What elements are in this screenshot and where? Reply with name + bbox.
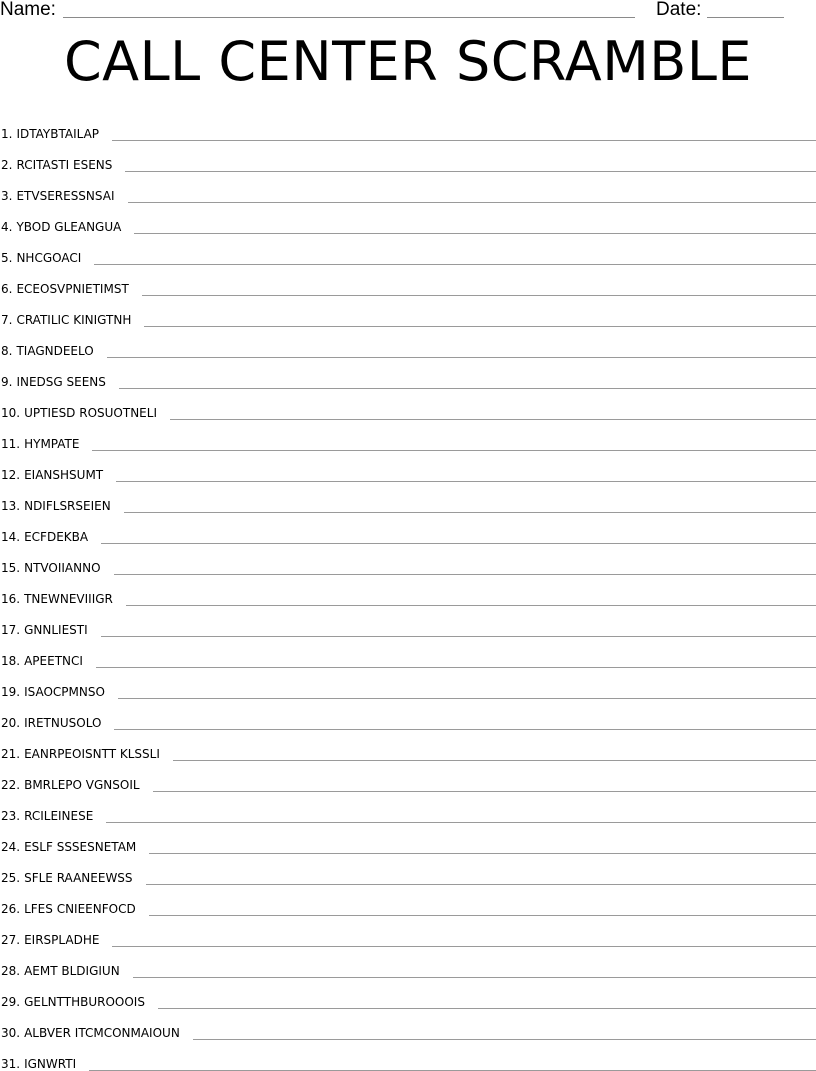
scrambled-word: CRATILIC KINIGTNH: [12, 313, 131, 327]
list-item: [0, 482, 816, 513]
answer-line[interactable]: [118, 698, 816, 699]
scrambled-word: ALBVER ITCMCONMAIOUN: [20, 1026, 180, 1040]
answer-line[interactable]: [92, 450, 816, 451]
answer-line[interactable]: [116, 481, 816, 482]
answer-line[interactable]: [158, 1008, 816, 1009]
answer-line[interactable]: [94, 264, 816, 265]
scrambled-word: BMRLEPO VGNSOIL: [20, 778, 139, 792]
list-item: [0, 761, 816, 792]
item-number: 27.: [0, 933, 20, 947]
scrambled-word: UPTIESD ROSUOTNELI: [20, 406, 157, 420]
answer-line[interactable]: [126, 605, 816, 606]
item-number: 29.: [0, 995, 20, 1009]
scrambled-word: TNEWNEVIIIGR: [20, 592, 113, 606]
answer-line[interactable]: [149, 915, 816, 916]
answer-line[interactable]: [112, 946, 816, 947]
scrambled-word: YBOD GLEANGUA: [12, 220, 121, 234]
item-number: 6.: [0, 282, 12, 296]
scrambled-word: EIANSHSUMT: [20, 468, 103, 482]
answer-line[interactable]: [153, 791, 816, 792]
list-item: [0, 203, 816, 234]
list-item: [0, 234, 816, 265]
item-number: 26.: [0, 902, 20, 916]
item-number: 3.: [0, 189, 12, 203]
list-item: [0, 172, 816, 203]
list-item: [0, 947, 816, 978]
scrambled-word: ETVSERESSNSAI: [12, 189, 114, 203]
scrambled-word: APEETNCI: [20, 654, 83, 668]
scrambled-word: NHCGOACI: [12, 251, 81, 265]
item-number: 21.: [0, 747, 20, 761]
answer-line[interactable]: [146, 884, 816, 885]
list-item: [0, 327, 816, 358]
scrambled-word: IDTAYBTAILAP: [12, 127, 99, 141]
answer-line[interactable]: [149, 853, 816, 854]
answer-line[interactable]: [101, 543, 816, 544]
scrambled-word: ISAOCPMNSO: [20, 685, 105, 699]
scrambled-word: SFLE RAANEEWSS: [20, 871, 132, 885]
item-number: 12.: [0, 468, 20, 482]
list-item: [0, 110, 816, 141]
item-number: 15.: [0, 561, 20, 575]
list-item: [0, 916, 816, 947]
list-item: [0, 296, 816, 327]
item-number: 31.: [0, 1057, 20, 1071]
item-number: 20.: [0, 716, 20, 730]
scrambled-word: HYMPATE: [20, 437, 79, 451]
item-number: 4.: [0, 220, 12, 234]
answer-line[interactable]: [107, 357, 816, 358]
list-item: [0, 637, 816, 668]
scrambled-word: EANRPEOISNTT KLSSLI: [20, 747, 160, 761]
scrambled-word: LFES CNIEENFOCD: [20, 902, 136, 916]
answer-line[interactable]: [142, 295, 816, 296]
item-number: 17.: [0, 623, 20, 637]
date-label: Date:: [656, 0, 701, 20]
scramble-list: [0, 110, 816, 1071]
answer-line[interactable]: [170, 419, 816, 420]
scrambled-word: ESLF SSSESNETAM: [20, 840, 136, 854]
answer-line[interactable]: [173, 760, 816, 761]
scrambled-word: GNNLIESTI: [20, 623, 88, 637]
item-number: 25.: [0, 871, 20, 885]
list-item: [0, 451, 816, 482]
answer-line[interactable]: [128, 202, 816, 203]
scrambled-word: INEDSG SEENS: [12, 375, 105, 389]
answer-line[interactable]: [124, 512, 816, 513]
scrambled-word: TIAGNDEELO: [12, 344, 93, 358]
answer-line[interactable]: [114, 574, 816, 575]
scrambled-word: RCITASTI ESENS: [12, 158, 112, 172]
list-item: [0, 606, 816, 637]
answer-line[interactable]: [106, 822, 816, 823]
answer-line[interactable]: [119, 388, 816, 389]
list-item: [0, 730, 816, 761]
list-item: [0, 358, 816, 389]
list-item: [0, 575, 816, 606]
list-item: [0, 978, 816, 1009]
scrambled-word: ECEOSVPNIETIMST: [12, 282, 128, 296]
list-item: [0, 389, 816, 420]
answer-line[interactable]: [144, 326, 816, 327]
scrambled-word: EIRSPLADHE: [20, 933, 99, 947]
list-item: [0, 823, 816, 854]
list-item: [0, 1009, 816, 1040]
scrambled-word: IRETNUSOLO: [20, 716, 101, 730]
list-item: [0, 141, 816, 172]
answer-line[interactable]: [112, 140, 816, 141]
item-number: 10.: [0, 406, 20, 420]
answer-line[interactable]: [96, 667, 816, 668]
item-number: 8.: [0, 344, 12, 358]
scrambled-word: RCILEINESE: [20, 809, 93, 823]
item-number: 16.: [0, 592, 20, 606]
scrambled-word: ECFDEKBA: [20, 530, 88, 544]
list-item: [0, 699, 816, 730]
answer-line[interactable]: [193, 1039, 816, 1040]
item-number: 22.: [0, 778, 20, 792]
item-number: 5.: [0, 251, 12, 265]
list-item: [0, 792, 816, 823]
item-number: 7.: [0, 313, 12, 327]
list-item: [0, 544, 816, 575]
item-number: 9.: [0, 375, 12, 389]
item-number: 2.: [0, 158, 12, 172]
list-item: [0, 885, 816, 916]
list-item: [0, 668, 816, 699]
answer-line[interactable]: [101, 636, 816, 637]
list-item: [0, 420, 816, 451]
page-title: CALL CENTER SCRAMBLE: [0, 31, 816, 93]
item-number: 18.: [0, 654, 20, 668]
item-number: 13.: [0, 499, 20, 513]
item-number: 24.: [0, 840, 20, 854]
scrambled-word: NDIFLSRSEIEN: [20, 499, 111, 513]
item-number: 14.: [0, 530, 20, 544]
date-field[interactable]: [707, 17, 784, 18]
list-item: [0, 854, 816, 885]
list-item: [0, 513, 816, 544]
scrambled-word: GELNTTHBUROOOIS: [20, 995, 145, 1009]
item-number: 11.: [0, 437, 20, 451]
list-item: [0, 265, 816, 296]
answer-line[interactable]: [134, 233, 816, 234]
answer-line[interactable]: [114, 729, 816, 730]
scrambled-word: AEMT BLDIGIUN: [20, 964, 120, 978]
item-number: 19.: [0, 685, 20, 699]
scrambled-word: IGNWRTI: [20, 1057, 76, 1071]
name-label: Name:: [0, 0, 56, 20]
name-field[interactable]: [63, 17, 635, 18]
item-number: 23.: [0, 809, 20, 823]
answer-line[interactable]: [133, 977, 816, 978]
scrambled-word: NTVOIIANNO: [20, 561, 100, 575]
item-number: 28.: [0, 964, 20, 978]
answer-line[interactable]: [125, 171, 816, 172]
header-row: [0, 0, 816, 20]
item-number: 30.: [0, 1026, 20, 1040]
item-number: 1.: [0, 127, 12, 141]
